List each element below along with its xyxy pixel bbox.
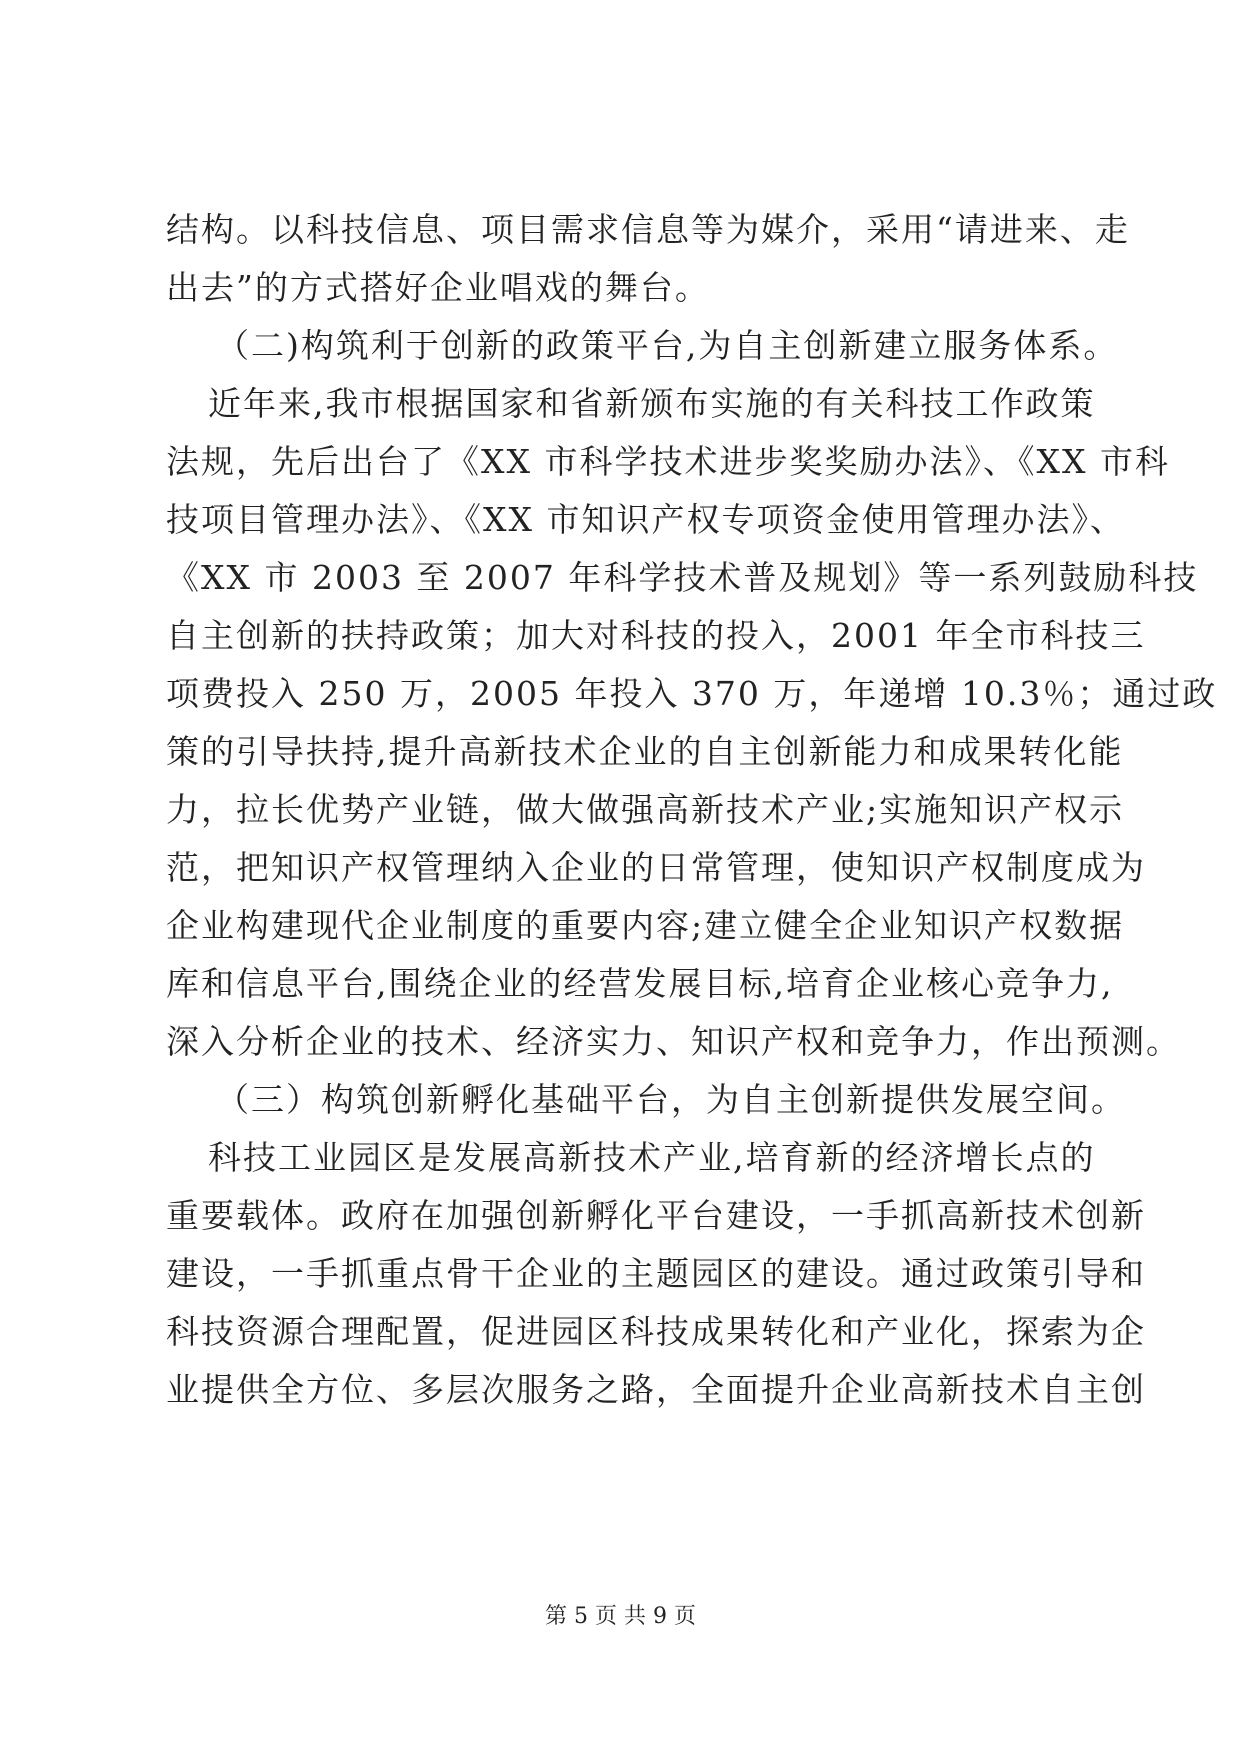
body-line: 项费投入 250 万，2005 年投入 370 万，年递增 10.3％；通过政 [166,674,1218,713]
body-line: 《XX 市 2003 至 2007 年科学技术普及规划》等一系列鼓励科技 [166,558,1199,597]
body-line: 近年来,我市根据国家和省新颁布实施的有关科技工作政策 [208,384,1096,423]
section-heading-three: （三）构筑创新孵化基础平台，为自主创新提供发展空间。 [216,1080,1126,1119]
body-line: 结构。以科技信息、项目需求信息等为媒介，采用“请进来、走 [166,210,1130,249]
section-heading-two: （二)构筑利于创新的政策平台,为自主创新建立服务体系。 [216,326,1119,365]
body-line: 技项目管理办法》、《XX 市知识产权专项资金使用管理办法》、 [166,500,1125,539]
body-line: 重要载体。政府在加强创新孵化平台建设，一手抓高新技术创新 [166,1196,1146,1235]
body-line: 自主创新的扶持政策；加大对科技的投入，2001 年全市科技三 [166,616,1146,655]
page-number-footer: 第 5 页 共 9 页 [545,1604,696,1629]
body-line: 策的引导扶持,提升高新技术企业的自主创新能力和成果转化能 [166,732,1124,771]
body-line: 法规，先后出台了《XX 市科学技术进步奖奖励办法》、《XX 市科 [166,442,1170,481]
body-line: 出去”的方式搭好企业唱戏的舞台。 [166,268,710,307]
body-line: 力，拉长优势产业链，做大做强高新技术产业;实施知识产权示 [166,790,1125,829]
body-line: 库和信息平台,围绕企业的经营发展目标,培育企业核心竞争力, [166,964,1114,1003]
body-line: 企业构建现代企业制度的重要内容;建立健全企业知识产权数据 [166,906,1125,945]
body-line: 范，把知识产权管理纳入企业的日常管理，使知识产权制度成为 [166,848,1146,887]
body-line: 科技工业园区是发展高新技术产业,培育新的经济增长点的 [208,1138,1096,1177]
body-line: 科技资源合理配置，促进园区科技成果转化和产业化，探索为企 [166,1312,1146,1351]
body-line: 业提供全方位、多层次服务之路，全面提升企业高新技术自主创 [166,1370,1146,1409]
body-line: 深入分析企业的技术、经济实力、知识产权和竞争力，作出预测。 [166,1022,1181,1061]
body-line: 建设，一手抓重点骨干企业的主题园区的建设。通过政策引导和 [166,1254,1146,1293]
